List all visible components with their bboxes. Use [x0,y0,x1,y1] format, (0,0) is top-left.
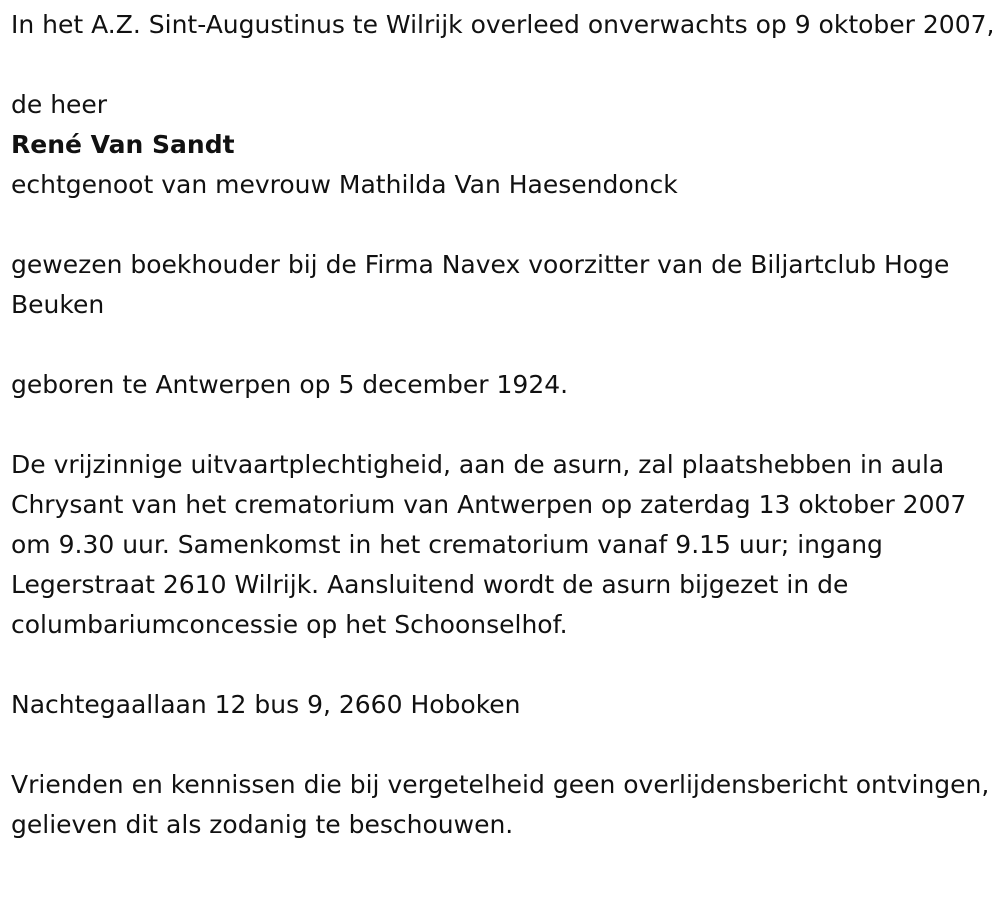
spacer [11,405,996,445]
spacer [11,725,996,765]
closing-paragraph: Vrienden en kennissen die bij vergetelheid geen overlijdensbericht ontvingen, gelieven dit als zodanig te beschouwen. [11,770,990,839]
spacer [11,325,996,365]
address-line: Nachtegaallaan 12 bus 9, 2660 Hoboken [11,690,521,719]
birth-line: geboren te Antwerpen op 5 december 1924. [11,370,569,399]
intro-paragraph: In het A.Z. Sint-Augustinus te Wilrijk overleed onverwachts op 9 oktober 2007, [11,10,995,39]
deceased-name: René Van Sandt [11,130,235,159]
salutation: de heer [11,90,108,119]
ceremony-paragraph: De vrijzinnige uitvaartplechtigheid, aan de asurn, zal plaatshebben in aula Chrysant van het crematorium van Antwerpen op zaterdag 13 oktober 2007 om 9.30 uur. Samenkomst in het crematorium vanaf 9.15 uur; ingang Legerstraat 2610 Wilrijk. Aansluitend wordt de asurn bijgezet in de columbariumconcessie op het Schoonselhof. [11,450,967,639]
spouse-line: echtgenoot van mevrouw Mathilda Van Haesendonck [11,170,678,199]
obituary-notice [11,5,996,845]
spacer [11,205,996,245]
spacer [11,645,996,685]
spacer [11,45,996,85]
occupation-paragraph: gewezen boekhouder bij de Firma Navex voorzitter van de Biljartclub Hoge Beuken [11,250,950,319]
